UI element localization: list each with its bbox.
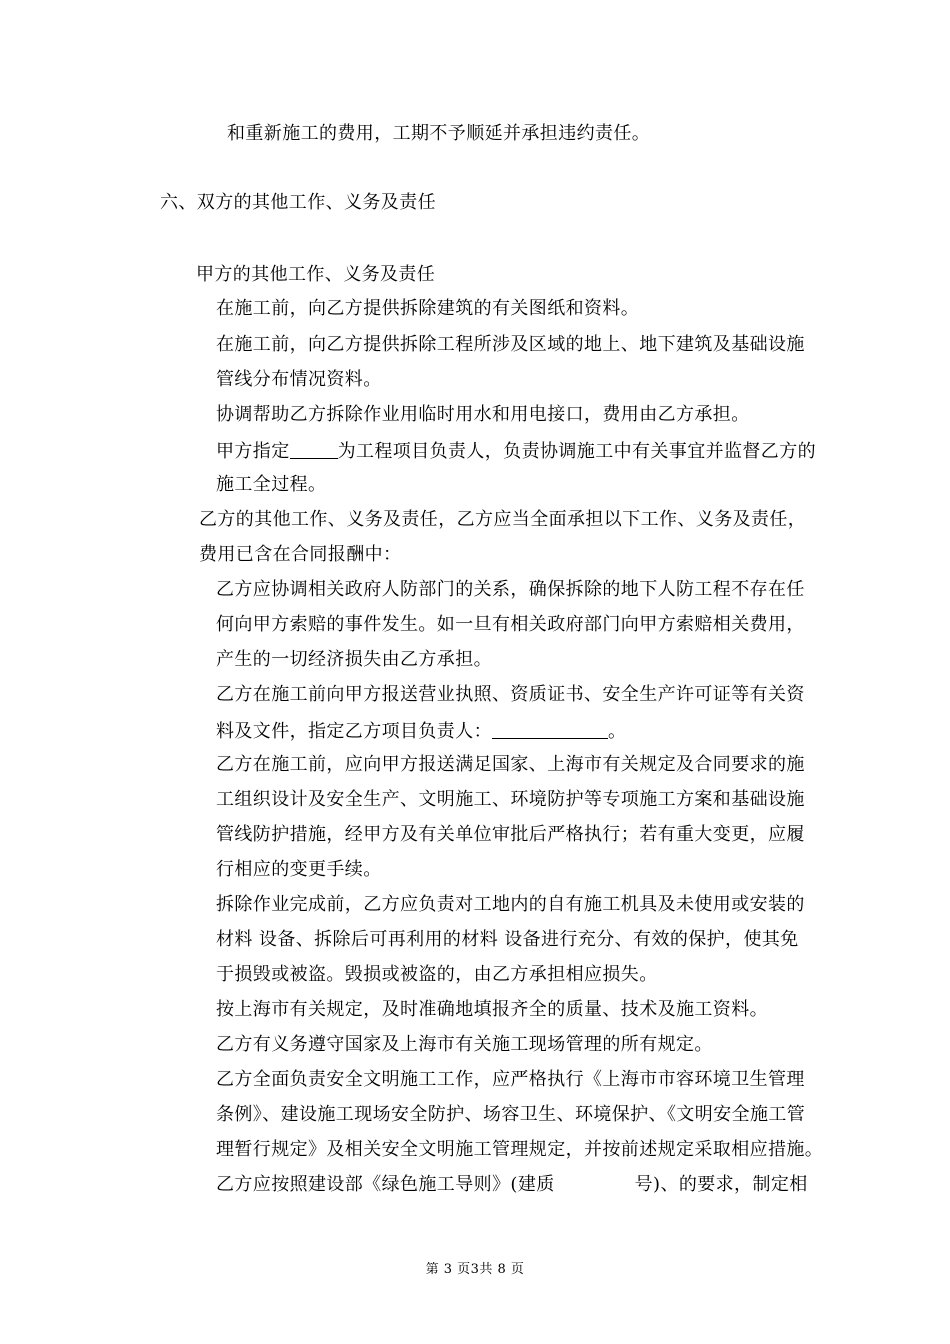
text-line xyxy=(216,720,626,742)
text-line: 按上海市有关规定，及时准确地填报齐全的质量、技术及施工资料。 xyxy=(216,999,768,1020)
text-segment: 为工程项目负责人，负责协调施工中有关事宜并监督乙方的 xyxy=(337,441,817,462)
text-line: 在施工前，向乙方提供拆除工程所涉及区域的地上、地下建筑及基础设施 xyxy=(216,334,805,355)
text-line: 于损毁或被盗。毁损或被盗的，由乙方承担相应损失。 xyxy=(216,964,658,985)
subsection-heading: 乙方的其他工作、义务及责任，乙方应当全面承担以下工作、义务及责任， xyxy=(199,509,807,530)
subsection-heading: 甲方的其他工作、义务及责任 xyxy=(196,264,436,285)
text-segment: 乙方应按照建设部《绿色施工导则》(建质 xyxy=(216,1174,555,1195)
text-line: 乙方全面负责安全文明施工工作，应严格执行《上海市市容环境卫生管理 xyxy=(216,1069,805,1090)
text-line: 管线防护措施，经甲方及有关单位审批后严格执行；若有重大变更，应履 xyxy=(216,824,805,845)
text-line: 拆除作业完成前，乙方应负责对工地内的自有施工机具及未使用或安装的 xyxy=(216,894,805,915)
text-line: 产生的一切经济损失由乙方承担。 xyxy=(216,649,492,670)
text-line: 工组织设计及安全生产、文明施工、环境防护等专项施工方案和基础设施 xyxy=(216,789,805,810)
text-line: 乙方应协调相关政府人防部门的关系，确保拆除的地下人防工程不存在任 xyxy=(216,579,805,600)
text-line: 在施工前，向乙方提供拆除建筑的有关图纸和资料。 xyxy=(216,298,640,319)
text-line: 管线分布情况资料。 xyxy=(216,369,382,390)
text-line: 和重新施工的费用，工期不予顺延并承担违约责任。 xyxy=(227,123,651,144)
text-line: 乙方在施工前向甲方报送营业执照、资质证书、安全生产许可证等有关资 xyxy=(216,684,805,705)
text-line: 乙方有义务遵守国家及上海市有关施工现场管理的所有规定。 xyxy=(216,1034,713,1055)
text-line: 何向甲方索赔的事件发生。如一旦有相关政府部门向甲方索赔相关费用， xyxy=(216,614,805,635)
text-line: 乙方在施工前，应向甲方报送满足国家、上海市有关规定及合同要求的施 xyxy=(216,754,805,775)
text-line xyxy=(216,440,816,462)
page-footer: 第 3 页3共 8 页 xyxy=(425,1262,525,1277)
text-segment: 。 xyxy=(608,721,627,742)
section-heading: 六、双方的其他工作、义务及责任 xyxy=(160,192,436,213)
text-line xyxy=(216,1175,808,1195)
text-line: 施工全过程。 xyxy=(216,474,327,495)
text-line: 条例》、建设施工现场安全防护、场容卫生、环境保护、《文明安全施工管 xyxy=(216,1104,806,1125)
text-line: 费用已含在合同报酬中： xyxy=(199,544,402,565)
text-line: 理暂行规定》及相关安全文明施工管理规定，并按前述规定采取相应措施。 xyxy=(216,1139,824,1160)
blank-line xyxy=(290,440,338,459)
text-line: 材料 设备、拆除后可再利用的材料 设备进行充分、有效的保护，使其免 xyxy=(216,929,799,950)
text-line: 协调帮助乙方拆除作业用临时用水和用电接口，费用由乙方承担。 xyxy=(216,404,750,425)
text-segment: 号)、的要求，制定相 xyxy=(634,1174,808,1195)
text-segment: 甲方指定 xyxy=(216,441,290,462)
blank-line xyxy=(492,720,608,739)
text-segment: 料及文件，指定乙方项目负责人： xyxy=(216,721,492,742)
text-line: 行相应的变更手续。 xyxy=(216,859,382,880)
